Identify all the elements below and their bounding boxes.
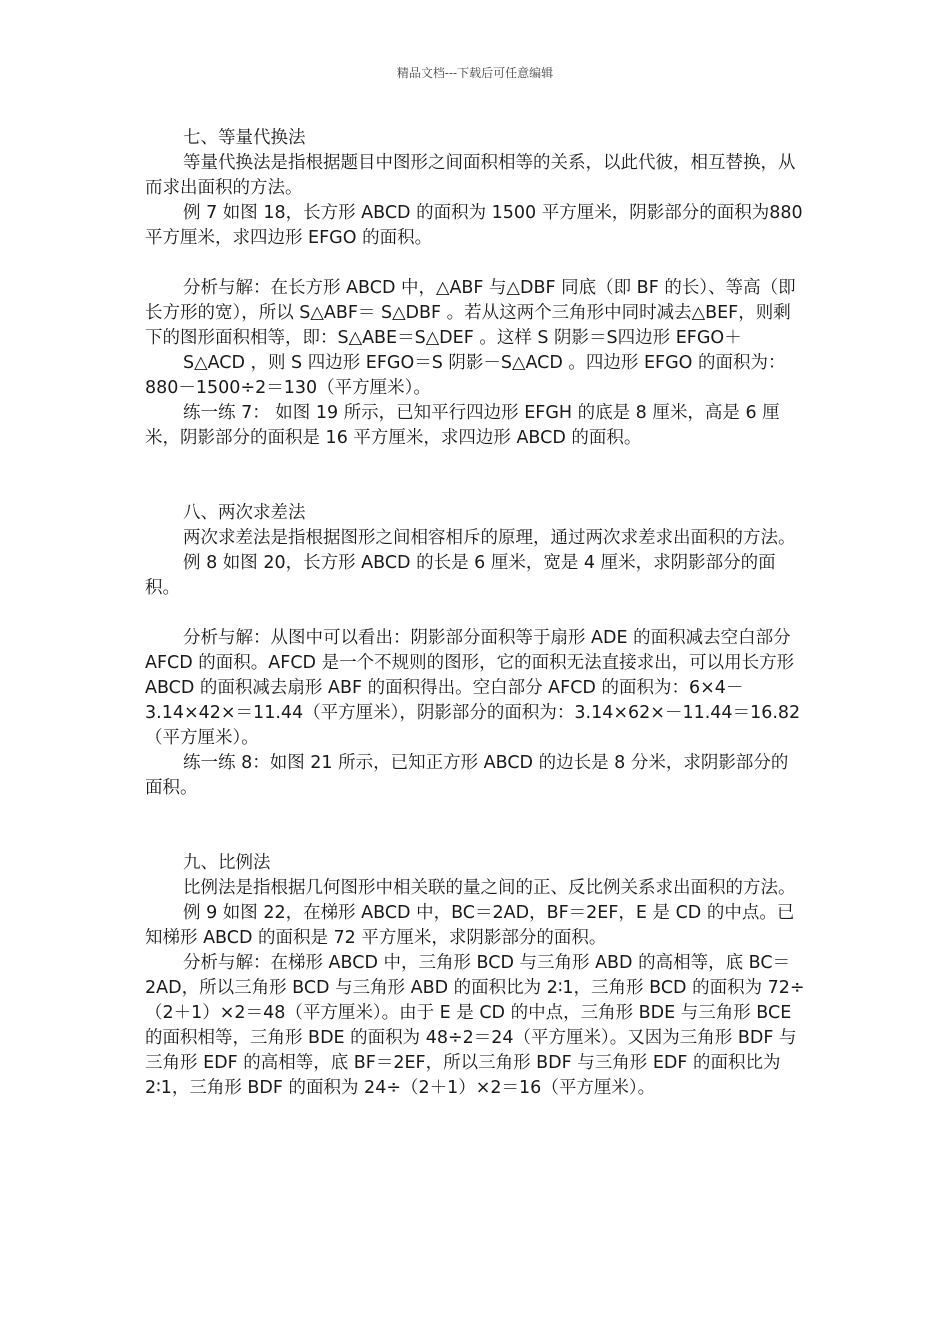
section-7-definition: 等量代换法是指根据题目中图形之间面积相等的关系，以此代彼，相互替换，从而求出面积的方法。 <box>145 153 796 198</box>
document-body <box>145 126 805 1101</box>
section-8-definition: 两次求差法是指根据图形之间相容相斥的原理，通过两次求差求出面积的方法。 <box>183 528 796 548</box>
section-9-definition: 比例法是指根据几何图形中相关联的量之间的正、反比例关系求出面积的方法。 <box>183 878 796 898</box>
spacer <box>145 451 805 501</box>
section-9-title: 九、比例法 <box>183 853 271 873</box>
spacer <box>145 801 805 851</box>
example-9: 例 9 如图 22，在梯形 ABCD 中，BC＝2AD，BF＝2EF，E 是 CD 的中点。已知梯形 ABCD 的面积是 72 平方厘米，求阴影部分的面积。 <box>145 903 795 948</box>
analysis-7-part-2: S△ACD ，则 S 四边形 EFGO＝S 阴影－S△ACD 。四边形 EFGO 的面积为：880－1500÷2＝130（平方厘米）。 <box>145 353 786 398</box>
example-8: 例 8 如图 20，长方形 ABCD 的长是 6 厘米，宽是 4 厘米，求阴影部分的面积。 <box>145 553 776 598</box>
analysis-7-part-1: 分析与解：在长方形 ABCD 中，△ABF 与△DBF 同底（即 BF 的长）、等高（即长方形的宽），所以 S△ABF＝ S△DBF 。若从这两个三角形中同时减去△BEF，则剩下的图形面积相等，即：S△ABE＝S△DEF 。这样 S 阴影＝S四边形 EFGO＋ <box>145 278 796 348</box>
practice-8: 练一练 8：如图 21 所示，已知正方形 ABCD 的边长是 8 分米，求阴影部分的面积。 <box>145 753 789 798</box>
page-header: 精品文档---下载后可任意编辑 <box>396 66 554 80</box>
section-8-title: 八、两次求差法 <box>183 503 306 523</box>
example-7: 例 7 如图 18，长方形 ABCD 的面积为 1500 平方厘米，阴影部分的面积为880 平方厘米，求四边形 EFGO 的面积。 <box>145 203 803 248</box>
practice-7: 练一练 7： 如图 19 所示，已知平行四边形 EFGH 的底是 8 厘米，高是 6 厘米，阴影部分的面积是 16 平方厘米，求四边形 ABCD 的面积。 <box>145 403 780 448</box>
analysis-9: 分析与解：在梯形 ABCD 中，三角形 BCD 与三角形 ABD 的高相等，底 BC＝2AD，所以三角形 BCD 与三角形 ABD 的面积比为 2∶1，三角形 BCD 的面积为 72÷（2＋1）×2＝48（平方厘米）。由于 E 是 CD 的中点，三角形 BDE 与三角形 BCE 的面积相等，三角形 BDE 的面积为 48÷2＝24（平方厘米）。又因为三角形 BDF 与三角形 EDF 的高相等，底 BF＝2EF，所以三角形 BDF 与三角形 EDF 的面积比为 2∶1，三角形 BDF 的面积为 24÷（2＋1）×2＝16（平方厘米）。 <box>145 953 805 1098</box>
spacer <box>145 251 805 276</box>
section-7-title: 七、等量代换法 <box>183 128 306 148</box>
spacer <box>145 601 805 626</box>
analysis-8: 分析与解：从图中可以看出：阴影部分面积等于扇形 ADE 的面积减去空白部分 AFCD 的面积。AFCD 是一个不规则的图形，它的面积无法直接求出，可以用长方形 ABCD 的面积减去扇形 ABF 的面积得出。空白部分 AFCD 的面积为：6×4－3.14×42×＝11.44（平方厘米），阴影部分的面积为：3.14×62×－11.44＝16.82（平方厘米）。 <box>145 628 801 748</box>
